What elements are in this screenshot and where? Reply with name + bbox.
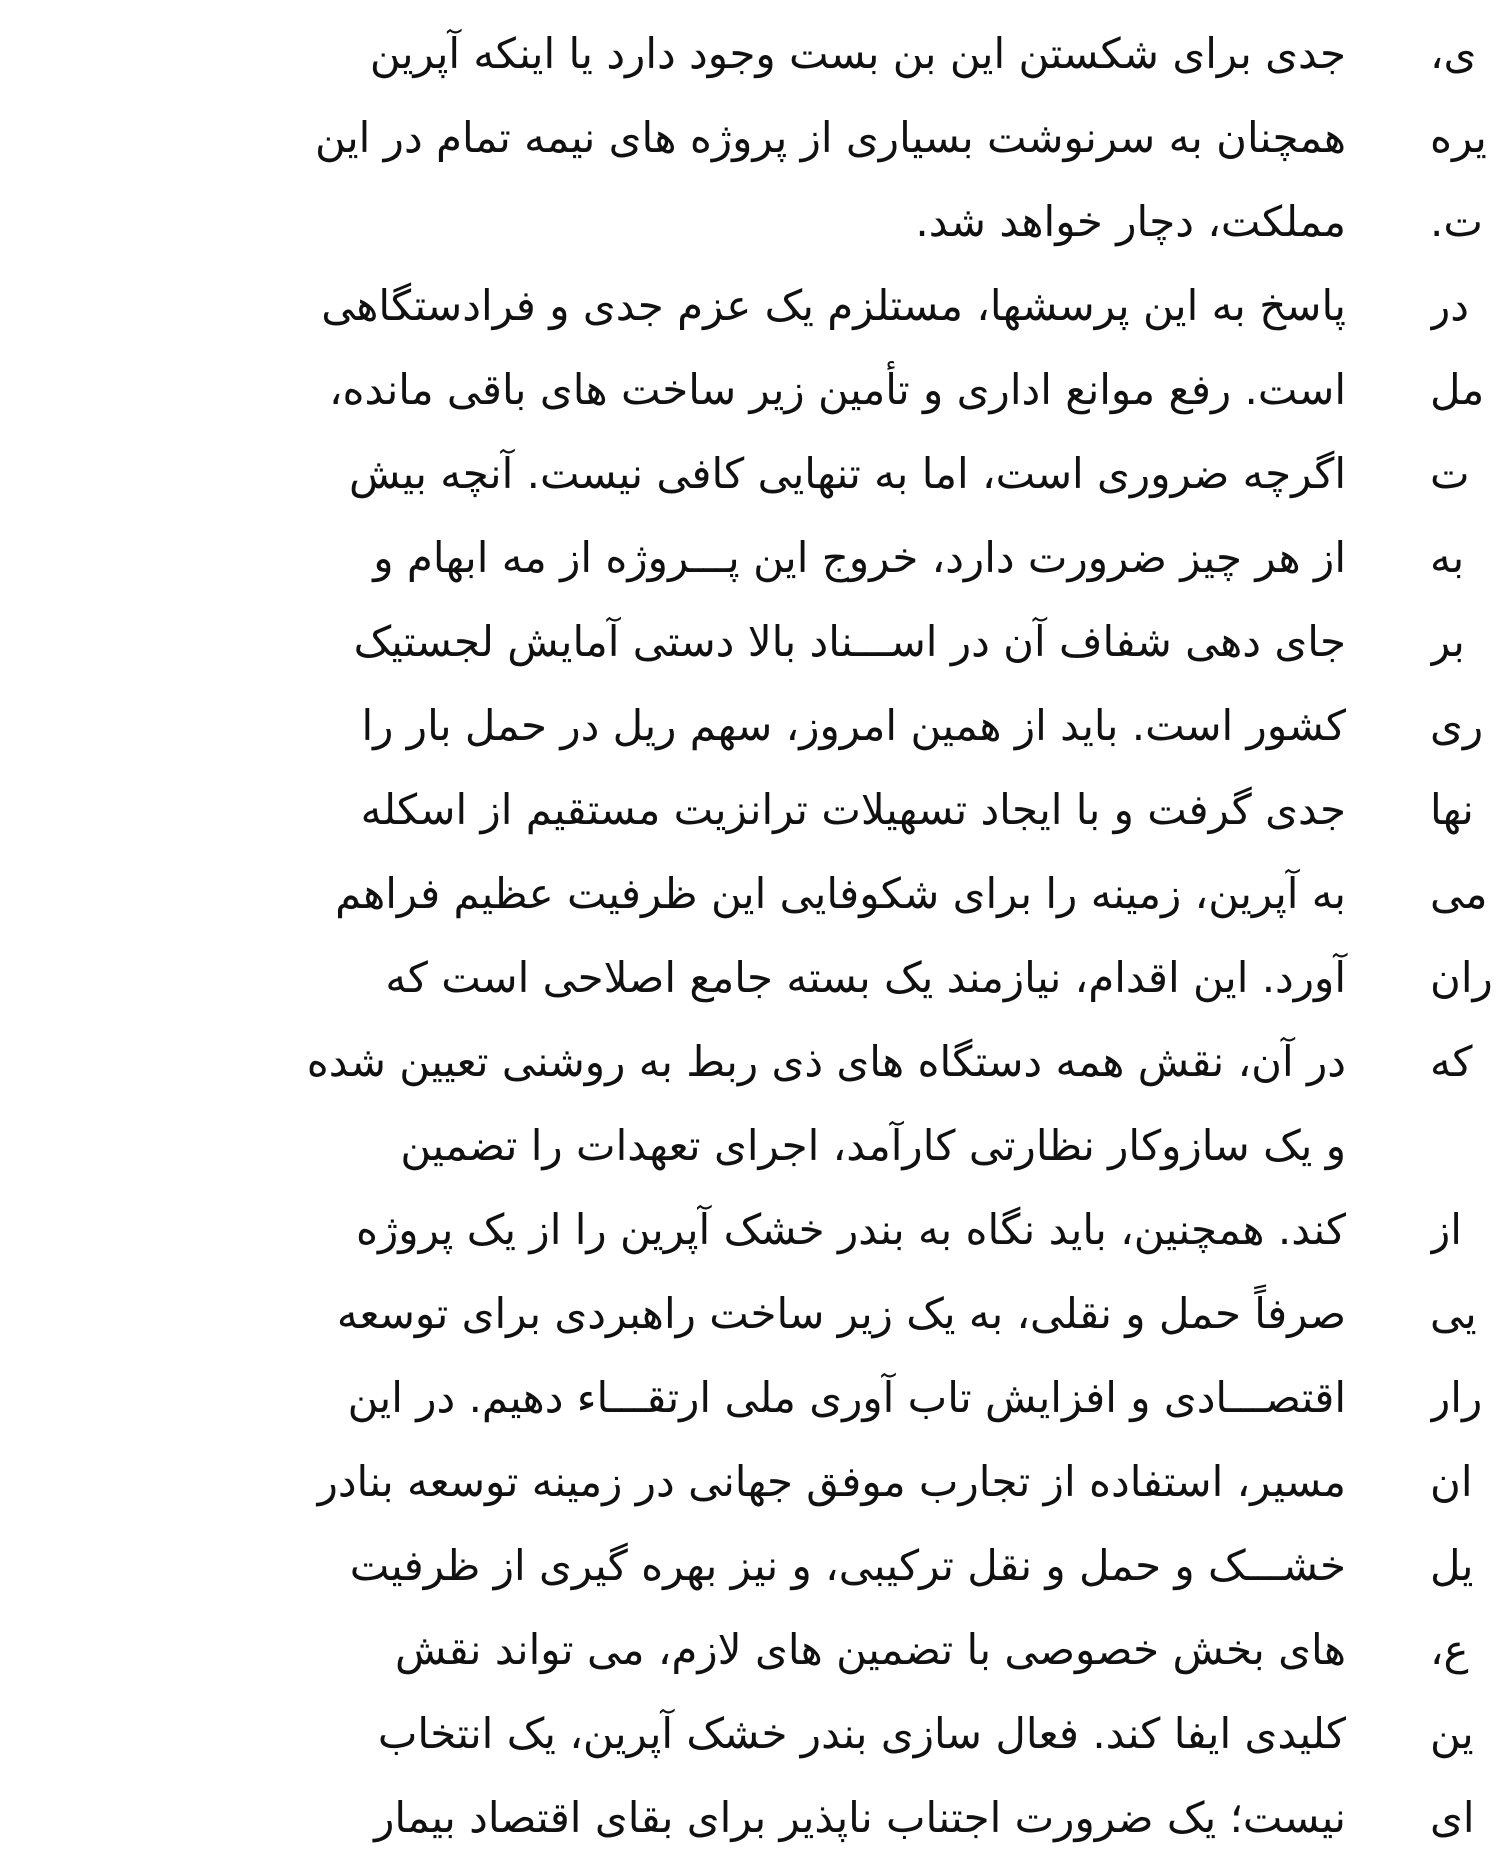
side-text-fragment: ع، bbox=[1430, 1625, 1469, 1674]
text-line: است. رفع موانع اداری و تأمین زیر ساخت های باقی مانده، bbox=[328, 365, 1346, 414]
text-line: خشـــک و حمل و نقل ترکیبی، و نیز بهره گیری از ظرفیت bbox=[349, 1541, 1346, 1590]
side-text-fragment: از bbox=[1430, 1205, 1462, 1254]
text-line: جدی برای شکستن این بن بست وجود دارد یا اینکه آپرین bbox=[369, 29, 1346, 78]
text-line: اقتصـــادی و افزایش تاب آوری ملی ارتقـــاء دهیم. در این bbox=[347, 1373, 1346, 1422]
side-text-fragment: که bbox=[1430, 1037, 1473, 1086]
text-line: کشور است. باید از همین امروز، سهم ریل در حمل بار را bbox=[361, 701, 1346, 750]
side-text-fragment: در bbox=[1430, 281, 1469, 330]
side-text-fragment: ران bbox=[1430, 953, 1493, 1002]
side-text-fragment: می bbox=[1430, 869, 1488, 918]
text-line: و یک سازوکار نظارتی کارآمد، اجرای تعهدات را تضمین bbox=[400, 1121, 1346, 1170]
text-line: نیست؛ یک ضرورت اجتناب ناپذیر برای بقای اقتصاد بیمار bbox=[374, 1793, 1346, 1842]
text-line: اگرچه ضروری است، اما به تنهایی کافی نیست. آنچه بیش bbox=[349, 449, 1346, 498]
text-line: پاسخ به این پرسشها، مستلزم یک عزم جدی و فرادستگاهی bbox=[321, 281, 1346, 330]
side-text-fragment: رار bbox=[1430, 1373, 1483, 1422]
side-text-fragment: ت bbox=[1430, 449, 1470, 498]
side-text-fragment: ای bbox=[1430, 1793, 1475, 1842]
side-text-fragment: ین bbox=[1430, 1709, 1474, 1758]
side-text-fragment: یی bbox=[1430, 1289, 1477, 1338]
text-line: کلیدی ایفا کند. فعال سازی بندر خشک آپرین، یک انتخاب bbox=[377, 1709, 1346, 1758]
text-line: آورد. این اقدام، نیازمند یک بسته جامع اصلاحی است که bbox=[385, 953, 1346, 1002]
side-text-fragment: یل bbox=[1430, 1541, 1474, 1590]
text-line: مسیر، استفاده از تجارب موفق جهانی در زمینه توسعه بنادر bbox=[317, 1457, 1346, 1506]
side-text-fragment: ت. bbox=[1430, 197, 1483, 246]
text-line: جدی گرفت و با ایجاد تسهیلات ترانزیت مستقیم از اسکله bbox=[360, 785, 1346, 834]
side-text-fragment: مل bbox=[1430, 365, 1485, 414]
side-text-fragment: ری bbox=[1430, 701, 1484, 750]
side-text-fragment: بر bbox=[1430, 617, 1465, 666]
text-line: صرفاً حمل و نقلی، به یک زیر ساخت راهبردی برای توسعه bbox=[336, 1289, 1346, 1338]
paragraph-block bbox=[188, 12, 1346, 1860]
text-line: جای دهی شفاف آن در اســـناد بالا دستی آمایش لجستیک bbox=[353, 617, 1346, 666]
text-line: به آپرین، زمینه را برای شکوفایی این ظرفیت عظیم فراهم bbox=[335, 869, 1346, 918]
text-line: همچنان به سرنوشت بسیاری از پروژه های نیمه تمام در این bbox=[315, 113, 1346, 162]
text-line: در آن، نقش همه دستگاه های ذی ربط به روشنی تعیین شده bbox=[306, 1037, 1346, 1086]
adjacent-column-fragment bbox=[1430, 0, 1500, 1871]
text-line: کند. همچنین، باید نگاه به بندر خشک آپرین را از یک پروژه bbox=[356, 1205, 1346, 1254]
side-text-fragment: یره bbox=[1430, 113, 1487, 162]
text-line: های بخش خصوصی با تضمین های لازم، می تواند نقش bbox=[395, 1625, 1346, 1674]
side-text-fragment: ان bbox=[1430, 1457, 1473, 1506]
side-text-fragment: به bbox=[1430, 533, 1465, 582]
text-line: از هر چیز ضرورت دارد، خروج این پـــروژه از مه ابهام و bbox=[373, 533, 1346, 582]
side-text-fragment: ی، bbox=[1430, 29, 1477, 78]
side-text-fragment: نها bbox=[1430, 785, 1474, 834]
text-line: مملکت، دچار خواهد شد. bbox=[915, 197, 1346, 246]
